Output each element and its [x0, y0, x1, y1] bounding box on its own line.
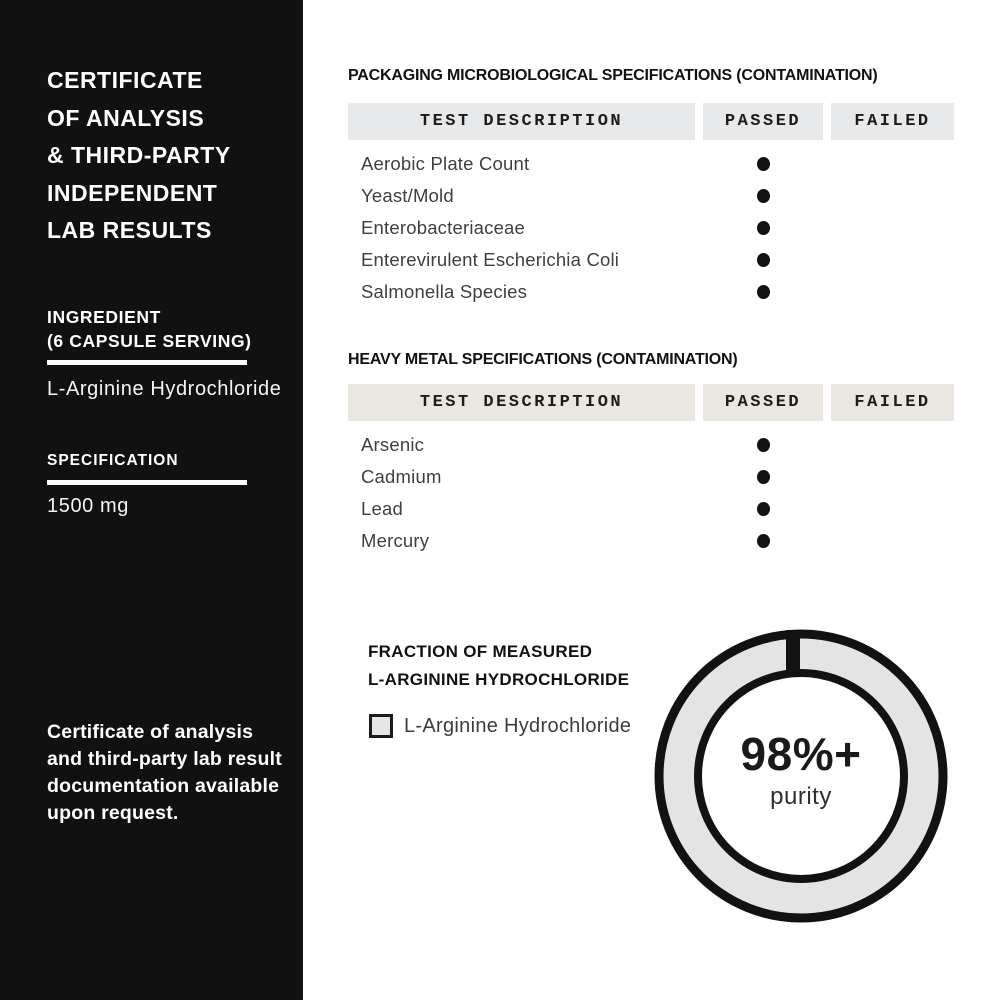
- passed-cell: [703, 502, 823, 516]
- table-header-row: [348, 103, 954, 140]
- chart-title-line-1: FRACTION OF MEASURED: [368, 642, 593, 661]
- table-body: [348, 429, 954, 557]
- passed-cell: [703, 221, 823, 235]
- passed-dot: [757, 253, 770, 267]
- divider: [47, 360, 247, 365]
- test-description: Lead: [361, 498, 403, 519]
- title-line-1: CERTIFICATE: [47, 67, 203, 93]
- specification-heading: SPECIFICATION: [47, 452, 179, 469]
- title-line-3: & THIRD-PARTY: [47, 142, 231, 169]
- test-description: Yeast/Mold: [361, 185, 454, 206]
- purity-value: 98%+: [740, 728, 862, 780]
- test-description: Aerobic Plate Count: [361, 153, 530, 174]
- specification-value: 1500 mg: [47, 495, 130, 517]
- ingredient-value: L-Arginine Hydrochloride: [47, 378, 282, 400]
- column-header-failed: FAILED: [831, 103, 954, 140]
- table-row: [348, 493, 954, 525]
- divider: [47, 480, 247, 485]
- test-description: Mercury: [361, 530, 430, 551]
- legend-label: L-Arginine Hydrochloride: [404, 714, 632, 737]
- availability-footnote: Certificate of analysis and third-party lab result documentation available upon request.: [47, 721, 282, 824]
- passed-dot: [757, 470, 770, 484]
- table-row: [348, 276, 954, 308]
- table-row: [348, 180, 954, 212]
- table-row: [348, 525, 954, 557]
- ingredient-heading-line-1: INGREDIENT: [47, 307, 161, 327]
- passed-dot: [757, 189, 770, 203]
- ingredient-heading-line-2: (6 CAPSULE SERVING): [47, 330, 252, 351]
- table-row: [348, 212, 954, 244]
- page-title: [47, 62, 287, 250]
- test-description: Enterevirulent Escherichia Coli: [361, 249, 620, 270]
- passed-cell: [703, 438, 823, 452]
- ingredient-heading: [47, 306, 252, 353]
- column-header-test-description: TEST DESCRIPTION: [348, 384, 695, 421]
- column-header-passed: PASSED: [703, 103, 823, 140]
- test-description: Enterobacteriaceae: [361, 217, 526, 238]
- table-header-row: [348, 384, 954, 421]
- passed-dot: [757, 502, 770, 516]
- heavy-metal-spec-table: [348, 350, 954, 557]
- column-header-failed: FAILED: [831, 384, 954, 421]
- passed-cell: [703, 534, 823, 548]
- title-line-2: OF ANALYSIS: [47, 104, 205, 131]
- title-line-4: INDEPENDENT: [47, 179, 218, 206]
- passed-dot: [757, 285, 770, 299]
- test-description: Salmonella Species: [361, 281, 528, 302]
- title-line-5: LAB RESULTS: [47, 217, 212, 244]
- column-header-passed: PASSED: [703, 384, 823, 421]
- purity-donut-chart: [654, 629, 948, 923]
- microbiological-spec-table: [348, 66, 954, 308]
- donut-center-text: [654, 629, 948, 923]
- passed-cell: [703, 253, 823, 267]
- test-description: Cadmium: [361, 466, 442, 487]
- table-row: [348, 461, 954, 493]
- chart-title: [368, 638, 658, 694]
- table-title: HEAVY METAL SPECIFICATIONS (CONTAMINATION): [348, 351, 738, 368]
- passed-dot: [757, 438, 770, 452]
- passed-cell: [703, 470, 823, 484]
- table-row: [348, 244, 954, 276]
- passed-cell: [703, 157, 823, 171]
- sidebar: [0, 0, 303, 1000]
- test-description: Arsenic: [361, 434, 425, 455]
- passed-dot: [757, 534, 770, 548]
- purity-label: purity: [770, 783, 832, 810]
- passed-cell: [703, 285, 823, 299]
- passed-dot: [757, 157, 770, 171]
- chart-title-line-2: L-ARGININE HYDROCHLORIDE: [368, 670, 630, 689]
- column-header-test-description: TEST DESCRIPTION: [348, 103, 695, 140]
- passed-dot: [757, 221, 770, 235]
- chart-legend: [369, 714, 631, 738]
- table-row: [348, 429, 954, 461]
- passed-cell: [703, 189, 823, 203]
- legend-swatch-icon: [369, 714, 393, 738]
- table-title: PACKAGING MICROBIOLOGICAL SPECIFICATIONS (CONTAMINATION): [348, 67, 878, 84]
- table-body: [348, 148, 954, 308]
- table-row: [348, 148, 954, 180]
